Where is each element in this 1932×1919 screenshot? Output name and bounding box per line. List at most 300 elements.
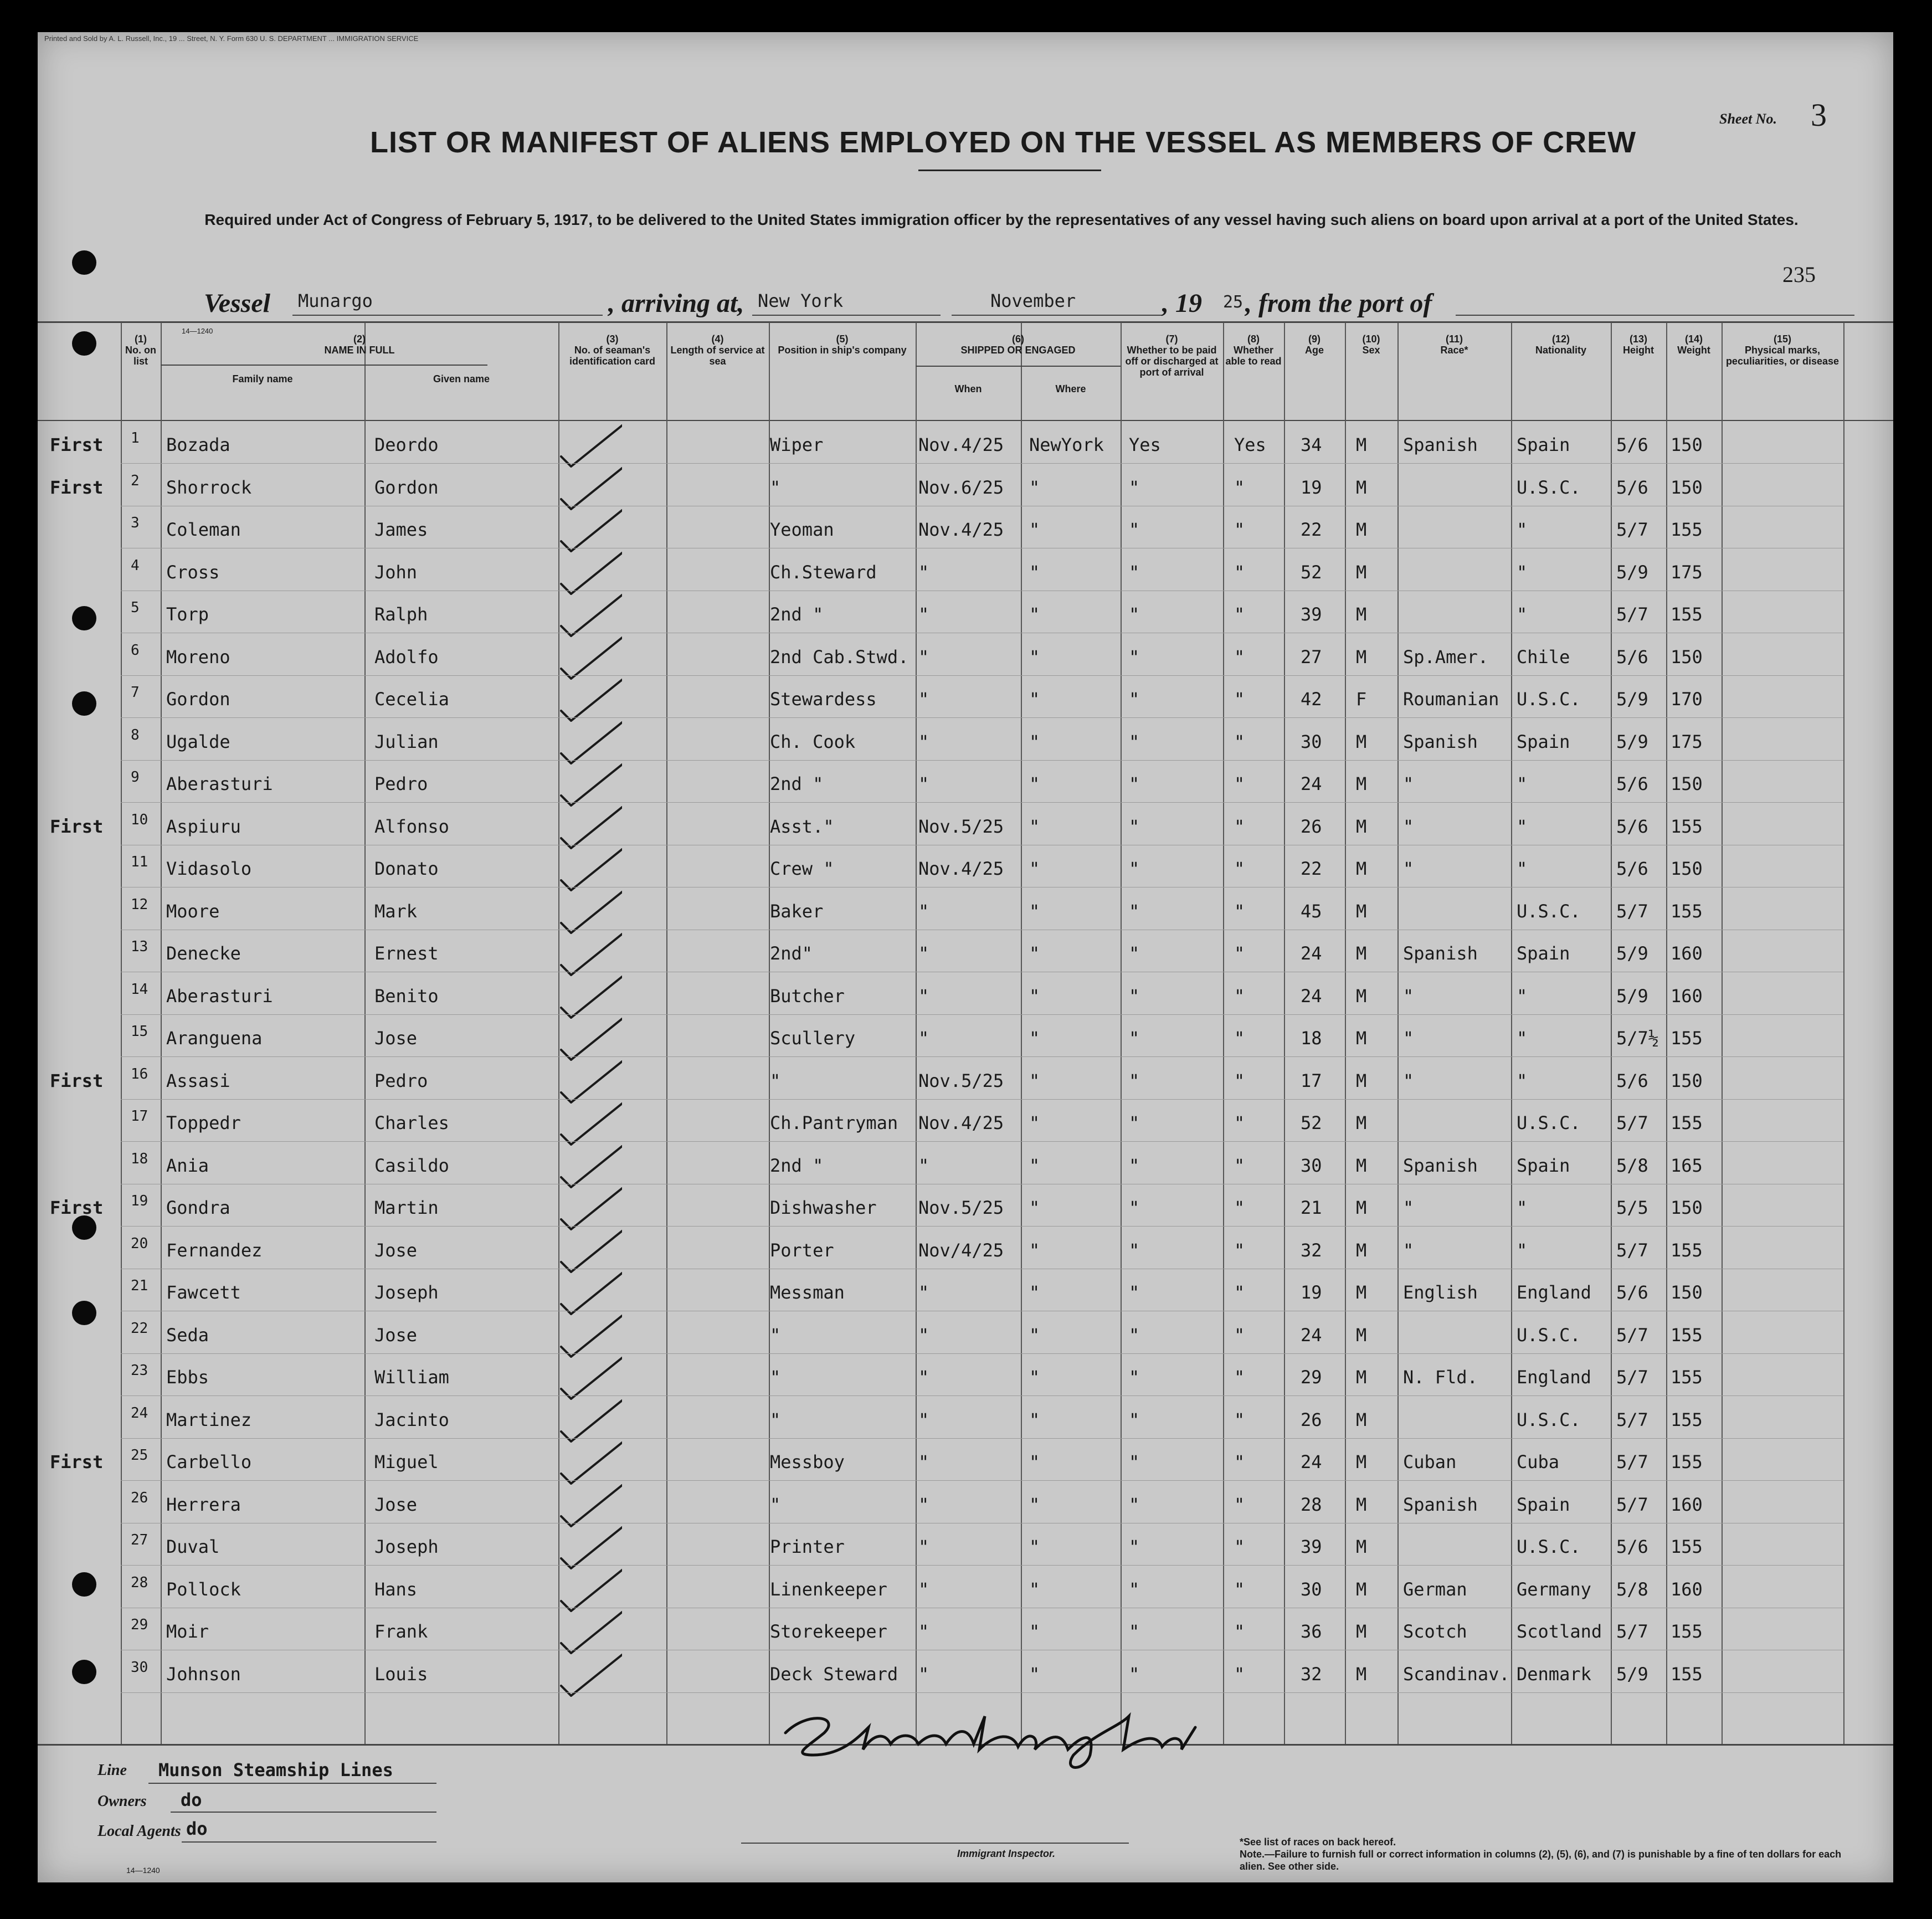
family-name: Moir <box>166 1621 209 1642</box>
manifest-sheet <box>38 32 1893 1882</box>
race: Spanish <box>1403 943 1478 964</box>
table-row <box>38 896 1893 943</box>
nationality: Spain <box>1517 1155 1570 1176</box>
able-to-read: " <box>1234 1367 1245 1388</box>
column-number: (5) <box>836 333 849 345</box>
table-row <box>38 1532 1893 1578</box>
position: " <box>770 476 781 498</box>
age: 24 <box>1301 985 1322 1007</box>
row-rule <box>121 717 1843 718</box>
sex: M <box>1356 1155 1367 1176</box>
sex: M <box>1356 1409 1367 1430</box>
given-name: Donato <box>374 858 439 879</box>
able-to-read: " <box>1234 1239 1245 1261</box>
given-name: Julian <box>374 731 439 752</box>
arriving-rule <box>752 315 941 316</box>
from-port-label: , from the port of <box>1245 289 1432 318</box>
checkmark-icon <box>556 1356 622 1400</box>
shipped-when: Nov.5/25 <box>918 815 1004 837</box>
table-row <box>38 1150 1893 1197</box>
nationality: " <box>1517 519 1528 540</box>
given-name: Pedro <box>374 1070 428 1091</box>
paid-off: " <box>1129 815 1140 837</box>
position: Messboy <box>770 1451 845 1472</box>
row-rule <box>121 1056 1843 1057</box>
sex: M <box>1356 943 1367 964</box>
nationality: " <box>1517 858 1528 879</box>
sex: M <box>1356 1367 1367 1388</box>
family-name: Assasi <box>166 1070 230 1091</box>
checkmark-icon <box>556 720 622 764</box>
given-name: Joseph <box>374 1536 439 1557</box>
family-name: Martinez <box>166 1409 252 1430</box>
race: Roumanian <box>1403 689 1499 710</box>
given-name: Jose <box>374 1028 418 1049</box>
shipped-where: " <box>1029 519 1040 540</box>
height: 5/9 <box>1616 689 1648 710</box>
column-number: (1) <box>135 333 147 345</box>
family-name: Cross <box>166 561 220 583</box>
row-rule <box>121 802 1843 803</box>
age: 32 <box>1301 1239 1322 1261</box>
sex: M <box>1356 1536 1367 1557</box>
column-label: When <box>954 383 982 394</box>
height: 5/6 <box>1616 1536 1648 1557</box>
sheet-number-label: Sheet No. <box>1719 111 1777 127</box>
able-to-read: " <box>1234 1282 1245 1303</box>
checkmark-icon <box>556 635 622 680</box>
table-row <box>38 1362 1893 1409</box>
age: 30 <box>1301 1578 1322 1600</box>
column-header <box>161 373 364 384</box>
age: 24 <box>1301 1451 1322 1472</box>
sex: M <box>1356 476 1367 498</box>
row-number: 21 <box>131 1277 148 1294</box>
row-number: 14 <box>131 981 148 998</box>
paid-off: " <box>1129 985 1140 1007</box>
shipped-where: " <box>1029 1494 1040 1515</box>
shipped-where: " <box>1029 1028 1040 1049</box>
given-name: Adolfo <box>374 646 439 668</box>
row-number: 30 <box>131 1659 148 1676</box>
shipped-when: Nov.5/25 <box>918 1070 1004 1091</box>
able-to-read: " <box>1234 1324 1245 1346</box>
family-name: Torp <box>166 604 209 625</box>
margin-note: First <box>50 815 104 837</box>
height: 5/6 <box>1616 815 1648 837</box>
inspector-label: Immigrant Inspector. <box>957 1848 1056 1859</box>
weight: 155 <box>1671 1367 1703 1388</box>
paid-off: " <box>1129 604 1140 625</box>
family-name: Ugalde <box>166 731 230 752</box>
weight: 150 <box>1671 1282 1703 1303</box>
race: Spanish <box>1403 731 1478 752</box>
sex: M <box>1356 900 1367 922</box>
year-suffix: 25 <box>1223 293 1244 312</box>
shipped-when: " <box>918 985 929 1007</box>
shipped-when: " <box>918 1155 929 1176</box>
month-rule <box>952 315 1162 316</box>
weight: 155 <box>1671 815 1703 837</box>
column-label: Position in ship's company <box>778 345 907 356</box>
checkmark-icon <box>556 1653 622 1697</box>
shipped-when: Nov.4/25 <box>918 434 1004 455</box>
sex: M <box>1356 1578 1367 1600</box>
height: 5/9 <box>1616 561 1648 583</box>
weight: 155 <box>1671 1028 1703 1049</box>
column-label: Age <box>1304 345 1324 356</box>
nationality: U.S.C. <box>1517 689 1581 710</box>
weight: 170 <box>1671 689 1703 710</box>
position: " <box>770 1494 781 1515</box>
paid-off: " <box>1129 1112 1140 1133</box>
age: 22 <box>1301 858 1322 879</box>
checkmark-icon <box>556 1017 622 1061</box>
shipped-where: " <box>1029 1282 1040 1303</box>
family-name: Bozada <box>166 434 230 455</box>
weight: 150 <box>1671 858 1703 879</box>
position: Porter <box>770 1239 834 1261</box>
race: " <box>1403 1197 1414 1218</box>
shipped-when: Nov.5/25 <box>918 1197 1004 1218</box>
column-label: No. of seaman's identification card <box>569 345 656 367</box>
height: 5/7 <box>1616 1112 1648 1133</box>
nationality: Spain <box>1517 731 1570 752</box>
able-to-read: " <box>1234 1028 1245 1049</box>
position: 2nd" <box>770 943 813 964</box>
shipped-when: " <box>918 1663 929 1685</box>
able-to-read: " <box>1234 815 1245 837</box>
nationality: Spain <box>1517 943 1570 964</box>
paid-off: " <box>1129 519 1140 540</box>
checkmark-icon <box>556 1229 622 1273</box>
sex: M <box>1356 1239 1367 1261</box>
sex: M <box>1356 1028 1367 1049</box>
able-to-read: " <box>1234 1494 1245 1515</box>
sex: M <box>1356 1112 1367 1133</box>
weight: 160 <box>1671 985 1703 1007</box>
nationality: " <box>1517 1028 1528 1049</box>
paid-off: " <box>1129 1239 1140 1261</box>
nationality: " <box>1517 561 1528 583</box>
table-row <box>38 1404 1893 1451</box>
header-bottom-rule <box>38 420 1893 421</box>
paid-off: " <box>1129 561 1140 583</box>
row-number: 7 <box>131 684 140 701</box>
row-number: 17 <box>131 1108 148 1125</box>
row-number: 20 <box>131 1235 148 1252</box>
height: 5/6 <box>1616 858 1648 879</box>
position: Printer <box>770 1536 845 1557</box>
column-label: Weight <box>1677 345 1710 356</box>
row-number: 28 <box>131 1574 148 1591</box>
age: 52 <box>1301 561 1322 583</box>
column-header <box>916 333 1121 356</box>
weight: 150 <box>1671 1197 1703 1218</box>
given-name: William <box>374 1367 449 1388</box>
column-header <box>558 333 666 367</box>
height: 5/6 <box>1616 1070 1648 1091</box>
checkmark-icon <box>556 847 622 891</box>
row-number: 23 <box>131 1362 148 1379</box>
age: 26 <box>1301 815 1322 837</box>
table-row <box>38 472 1893 519</box>
nationality: " <box>1517 604 1528 625</box>
age: 24 <box>1301 943 1322 964</box>
able-to-read: " <box>1234 1409 1245 1430</box>
row-number: 8 <box>131 726 140 743</box>
age: 39 <box>1301 1536 1322 1557</box>
able-to-read: " <box>1234 604 1245 625</box>
position: " <box>770 1409 781 1430</box>
row-rule <box>121 1014 1843 1015</box>
age: 42 <box>1301 689 1322 710</box>
agents-rule <box>182 1841 436 1843</box>
able-to-read: " <box>1234 519 1245 540</box>
column-number: (2) <box>353 333 366 345</box>
shipped-where: " <box>1029 985 1040 1007</box>
checkmark-icon <box>556 466 622 510</box>
shipped-where: " <box>1029 1239 1040 1261</box>
shipped-where: " <box>1029 689 1040 710</box>
table-row <box>38 854 1893 900</box>
sex: M <box>1356 773 1367 794</box>
given-name: Frank <box>374 1621 428 1642</box>
paid-off: " <box>1129 1155 1140 1176</box>
paid-off: " <box>1129 1197 1140 1218</box>
able-to-read: " <box>1234 1536 1245 1557</box>
table-row <box>38 811 1893 858</box>
able-to-read: " <box>1234 985 1245 1007</box>
weight: 150 <box>1671 646 1703 668</box>
paid-off: " <box>1129 731 1140 752</box>
weight: 150 <box>1671 773 1703 794</box>
column-label: NAME IN FULL <box>324 345 395 356</box>
shipped-when: Nov.4/25 <box>918 858 1004 879</box>
column-label: Length of service at sea <box>670 345 765 367</box>
paid-off: " <box>1129 1409 1140 1430</box>
paid-off: " <box>1129 1451 1140 1472</box>
shipped-when: " <box>918 943 929 964</box>
position: Baker <box>770 900 824 922</box>
checkmark-icon <box>556 1144 622 1188</box>
position: Storekeeper <box>770 1621 887 1642</box>
paid-off: Yes <box>1129 434 1161 455</box>
row-number: 27 <box>131 1532 148 1548</box>
age: 18 <box>1301 1028 1322 1049</box>
family-name: Vidasolo <box>166 858 252 879</box>
row-number: 3 <box>131 515 140 531</box>
shipped-where: " <box>1029 1536 1040 1557</box>
position: Messman <box>770 1282 845 1303</box>
shipped-where: " <box>1029 943 1040 964</box>
shipped-where: " <box>1029 604 1040 625</box>
age: 26 <box>1301 1409 1322 1430</box>
table-row <box>38 1277 1893 1324</box>
height: 5/7 <box>1616 519 1648 540</box>
given-name: Pedro <box>374 773 428 794</box>
sex: M <box>1356 561 1367 583</box>
row-number: 16 <box>131 1065 148 1082</box>
given-name: Miguel <box>374 1451 439 1472</box>
weight: 155 <box>1671 1663 1703 1685</box>
column-header <box>1121 333 1223 378</box>
shipped-where: " <box>1029 815 1040 837</box>
position: Wiper <box>770 434 824 455</box>
weight: 155 <box>1671 519 1703 540</box>
table-row <box>38 1023 1893 1070</box>
shipped-when: " <box>918 773 929 794</box>
row-rule <box>121 463 1843 464</box>
paid-off: " <box>1129 646 1140 668</box>
position: Scullery <box>770 1028 856 1049</box>
table-row <box>38 642 1893 689</box>
given-name: Ralph <box>374 604 428 625</box>
family-name: Carbello <box>166 1451 252 1472</box>
position: 2nd " <box>770 604 824 625</box>
column-label: Whether able to read <box>1225 345 1282 367</box>
height: 5/6 <box>1616 1282 1648 1303</box>
row-rule <box>121 1480 1843 1481</box>
shipped-when: " <box>918 1324 929 1346</box>
weight: 155 <box>1671 1451 1703 1472</box>
checkmark-icon <box>556 1483 622 1527</box>
given-name: Alfonso <box>374 815 449 837</box>
given-name: Jose <box>374 1494 418 1515</box>
row-rule <box>121 1226 1843 1227</box>
row-number: 10 <box>131 811 148 828</box>
row-number: 11 <box>131 854 148 870</box>
column-number: (4) <box>711 333 724 345</box>
race: " <box>1403 1239 1414 1261</box>
race: Cuban <box>1403 1451 1457 1472</box>
column-number: (7) <box>1165 333 1178 345</box>
sex: M <box>1356 858 1367 879</box>
given-name: Martin <box>374 1197 439 1218</box>
shipped-when: " <box>918 900 929 922</box>
column-number: (8) <box>1247 333 1260 345</box>
shipped-when: " <box>918 1367 929 1388</box>
checkmark-icon <box>556 932 622 976</box>
position: Ch. Cook <box>770 731 856 752</box>
sex: M <box>1356 1282 1367 1303</box>
given-name: Jose <box>374 1239 418 1261</box>
row-number: 25 <box>131 1447 148 1464</box>
sex: M <box>1356 1451 1367 1472</box>
height: 5/9 <box>1616 985 1648 1007</box>
age: 21 <box>1301 1197 1322 1218</box>
shipped-when: Nov/4/25 <box>918 1239 1004 1261</box>
height: 5/7½ <box>1616 1028 1659 1049</box>
race: Spanish <box>1403 1155 1478 1176</box>
table-row <box>38 1065 1893 1112</box>
weight: 155 <box>1671 1621 1703 1642</box>
row-rule <box>121 1438 1843 1439</box>
height: 5/6 <box>1616 773 1648 794</box>
able-to-read: " <box>1234 1070 1245 1091</box>
nationality: U.S.C. <box>1517 1112 1581 1133</box>
shipped-when: " <box>918 689 929 710</box>
nationality: " <box>1517 815 1528 837</box>
weight: 160 <box>1671 1578 1703 1600</box>
table-row <box>38 1489 1893 1536</box>
sex: M <box>1356 646 1367 668</box>
checkmark-icon <box>556 678 622 722</box>
given-name: Hans <box>374 1578 418 1600</box>
row-number: 1 <box>131 430 140 447</box>
height: 5/9 <box>1616 943 1648 964</box>
given-name: Casildo <box>374 1155 449 1176</box>
given-name: Deordo <box>374 434 439 455</box>
shipped-where: " <box>1029 773 1040 794</box>
given-name: Jose <box>374 1324 418 1346</box>
checkmark-icon <box>556 1398 622 1443</box>
weight: 150 <box>1671 434 1703 455</box>
shipped-where: " <box>1029 1112 1040 1133</box>
column-header <box>121 333 161 367</box>
margin-note: First <box>50 1451 104 1472</box>
row-number: 24 <box>131 1404 148 1422</box>
table-row <box>38 1320 1893 1367</box>
nationality: Chile <box>1517 646 1570 668</box>
line-value: Munson Steamship Lines <box>158 1759 393 1781</box>
given-name: Jacinto <box>374 1409 449 1430</box>
height: 5/6 <box>1616 646 1648 668</box>
paid-off: " <box>1129 1663 1140 1685</box>
able-to-read: " <box>1234 689 1245 710</box>
nationality: Scotland <box>1517 1621 1602 1642</box>
height: 5/7 <box>1616 1367 1648 1388</box>
row-rule <box>121 1395 1843 1396</box>
paid-off: " <box>1129 773 1140 794</box>
height: 5/8 <box>1616 1578 1648 1600</box>
sex: M <box>1356 731 1367 752</box>
shipped-where: " <box>1029 1324 1040 1346</box>
column-header <box>916 383 1021 394</box>
table-row <box>38 1193 1893 1239</box>
nationality: Germany <box>1517 1578 1591 1600</box>
weight: 155 <box>1671 1239 1703 1261</box>
row-number: 29 <box>131 1617 148 1633</box>
checkmark-icon <box>556 593 622 637</box>
given-name: Mark <box>374 900 418 922</box>
weight: 165 <box>1671 1155 1703 1176</box>
shipped-where: " <box>1029 561 1040 583</box>
column-label: Height <box>1623 345 1654 356</box>
family-name: Johnson <box>166 1663 241 1685</box>
family-name: Ebbs <box>166 1367 209 1388</box>
race: Spanish <box>1403 434 1478 455</box>
nationality: Cuba <box>1517 1451 1560 1472</box>
position: 2nd " <box>770 773 824 794</box>
weight: 160 <box>1671 943 1703 964</box>
page-number: 235 <box>1782 262 1816 287</box>
height: 5/7 <box>1616 900 1648 922</box>
family-name: Gordon <box>166 689 230 710</box>
position: Ch.Steward <box>770 561 877 583</box>
able-to-read: " <box>1234 476 1245 498</box>
height: 5/7 <box>1616 1324 1648 1346</box>
race: " <box>1403 815 1414 837</box>
table-top-rule <box>38 321 1893 323</box>
checkmark-icon <box>556 423 622 468</box>
height: 5/7 <box>1616 1451 1648 1472</box>
owners-label: Owners <box>97 1793 147 1810</box>
nationality: Spain <box>1517 434 1570 455</box>
column-header <box>1511 333 1611 356</box>
paid-off: " <box>1129 858 1140 879</box>
column-header <box>769 333 916 356</box>
